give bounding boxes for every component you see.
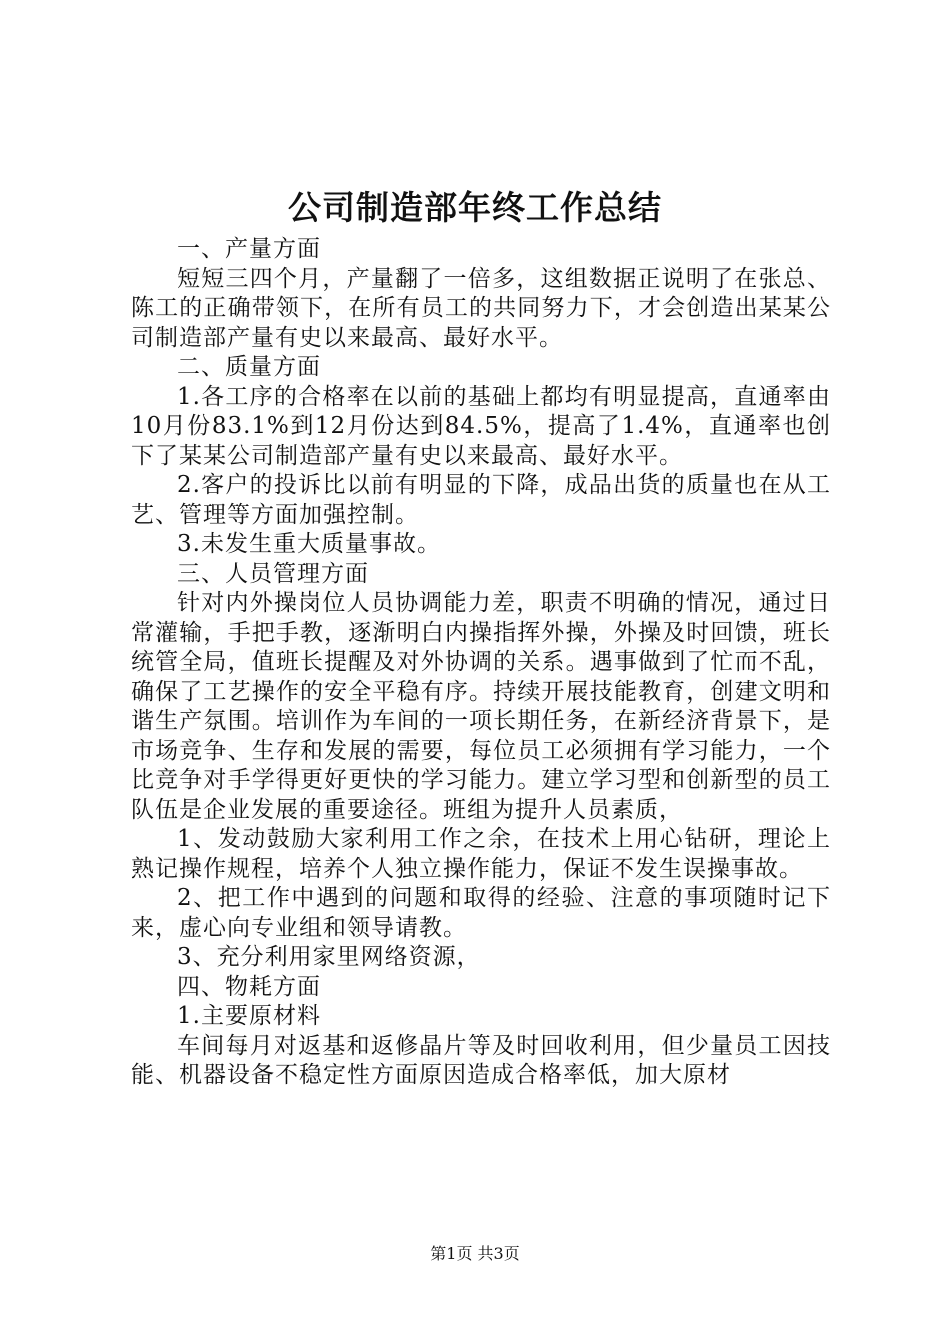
document-body: [131, 235, 831, 1091]
paragraph-output: 短短三四个月，产量翻了一倍多，这组数据正说明了在张总、陈工的正确带领下，在所有员工的共同努力下，才会创造出某某公司制造部产量有史以来最高、最好水平。: [131, 265, 831, 351]
heading-materials: 四、物耗方面: [177, 973, 321, 1000]
heading-quality: 二、质量方面: [177, 354, 321, 380]
page-number: 第1页 共3页: [430, 1244, 520, 1263]
heading-personnel: 三、人员管理方面: [177, 560, 369, 587]
paragraph-quality-3: 3.未发生重大质量事故。: [177, 531, 441, 557]
heading-output: 一、产量方面: [177, 236, 321, 262]
paragraph-quality-1: 1.各工序的合格率在以前的基础上都均有明显提高，直通率由10月份83.1%到12月份达到84.5%，提高了1.4%，直通率也创下了某某公司制造部产量有史以来最高、最好水平。: [131, 383, 831, 469]
paragraph-personnel-2: 2、把工作中遇到的问题和取得的经验、注意的事项随时记下来，虚心向专业组和领导请教。: [131, 885, 831, 941]
paragraph-raw-materials: 车间每月对返基和返修晶片等及时回收利用，但少量员工因技能、机器设备不稳定性方面原因造成合格率低，加大原材: [131, 1032, 831, 1088]
paragraph-personnel-1: 1、发动鼓励大家利用工作之余，在技术上用心钻研，理论上熟记操作规程，培养个人独立操作能力，保证不发生误操事故。: [131, 826, 831, 882]
paragraph-personnel-3: 3、充分利用家里网络资源，: [177, 944, 481, 970]
document-title: 公司制造部年终工作总结: [288, 188, 662, 227]
paragraph-quality-2: 2.客户的投诉比以前有明显的下降，成品出货的质量也在从工艺、管理等方面加强控制。: [131, 472, 831, 528]
subheading-raw-materials: 1.主要原材料: [177, 1003, 321, 1029]
paragraph-personnel: 针对内外操岗位人员协调能力差，职责不明确的情况，通过日常灌输，手把手教，逐渐明白内操指挥外操，外操及时回馈，班长统管全局，值班长提醒及对外协调的关系。遇事做到了忙而不乱，确保了工艺操作的安全平稳有序。持续开展技能教育，创建文明和谐生产氛围。培训作为车间的一项长期任务，在新经济背景下，是市场竞争、生存和发展的需要，每位员工必须拥有学习能力，一个比竞争对手学得更好更快的学习能力。建立学习型和创新型的员工队伍是企业发展的重要途径。班组为提升人员素质，: [131, 590, 831, 823]
